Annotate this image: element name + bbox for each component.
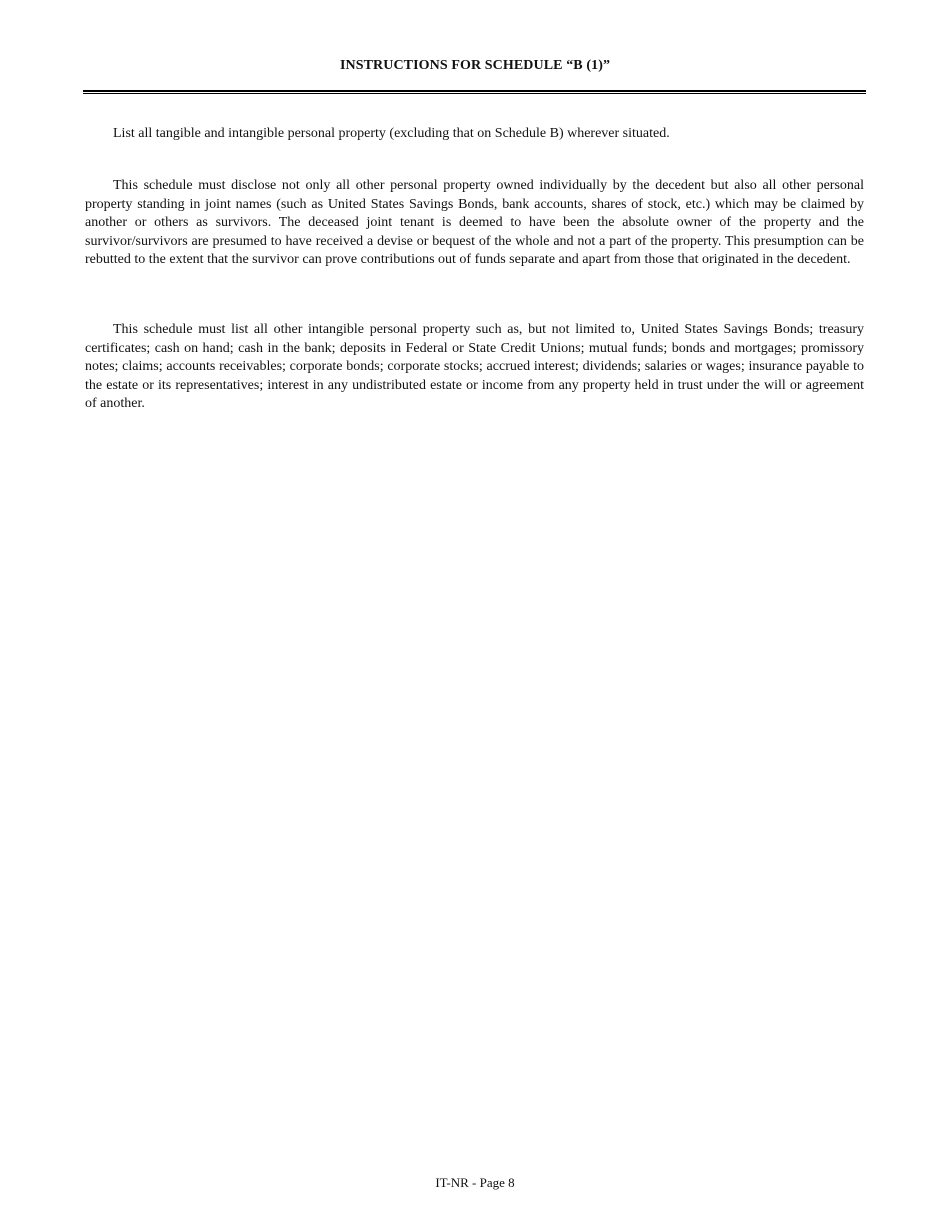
instruction-paragraph-1: List all tangible and intangible personal property (excluding that on Schedule B) wherever situated. bbox=[113, 126, 670, 141]
instruction-paragraph-3: This schedule must list all other intangible personal property such as, but not limited to, United States Savings Bonds; treasury certificates; cash on hand; cash in the bank; deposits in Federal or State Credit Unions; mutual funds; bonds and mortgages; promissory notes; claims; accounts receivables; corporate bonds; corporate stocks; accrued interest; dividends; salaries or wages; insurance payable to the estate or its representatives; interest in any undistributed estate or income from any property held in trust under the will or agreement of another. bbox=[85, 322, 864, 412]
title-double-rule bbox=[83, 90, 866, 94]
page-title: INSTRUCTIONS FOR SCHEDULE “B (1)” bbox=[339, 58, 611, 73]
page-footer-label: IT-NR - Page 8 bbox=[435, 1175, 515, 1190]
instruction-paragraph-2: This schedule must disclose not only all other personal property owned individually by the decedent but also all other personal property standing in joint names (such as United States Savings Bonds, bank accounts, shares of stock, etc.) which may be claimed by another or others as survivors. The deceased joint tenant is deemed to have been the absolute owner of the property and the survivor/survivors are presumed to have received a devise or bequest of the whole and not a part of the property. This presumption can be rebutted to the extent that the survivor can prove contributions out of funds separate and apart from those that originated in the decedent. bbox=[85, 178, 864, 268]
